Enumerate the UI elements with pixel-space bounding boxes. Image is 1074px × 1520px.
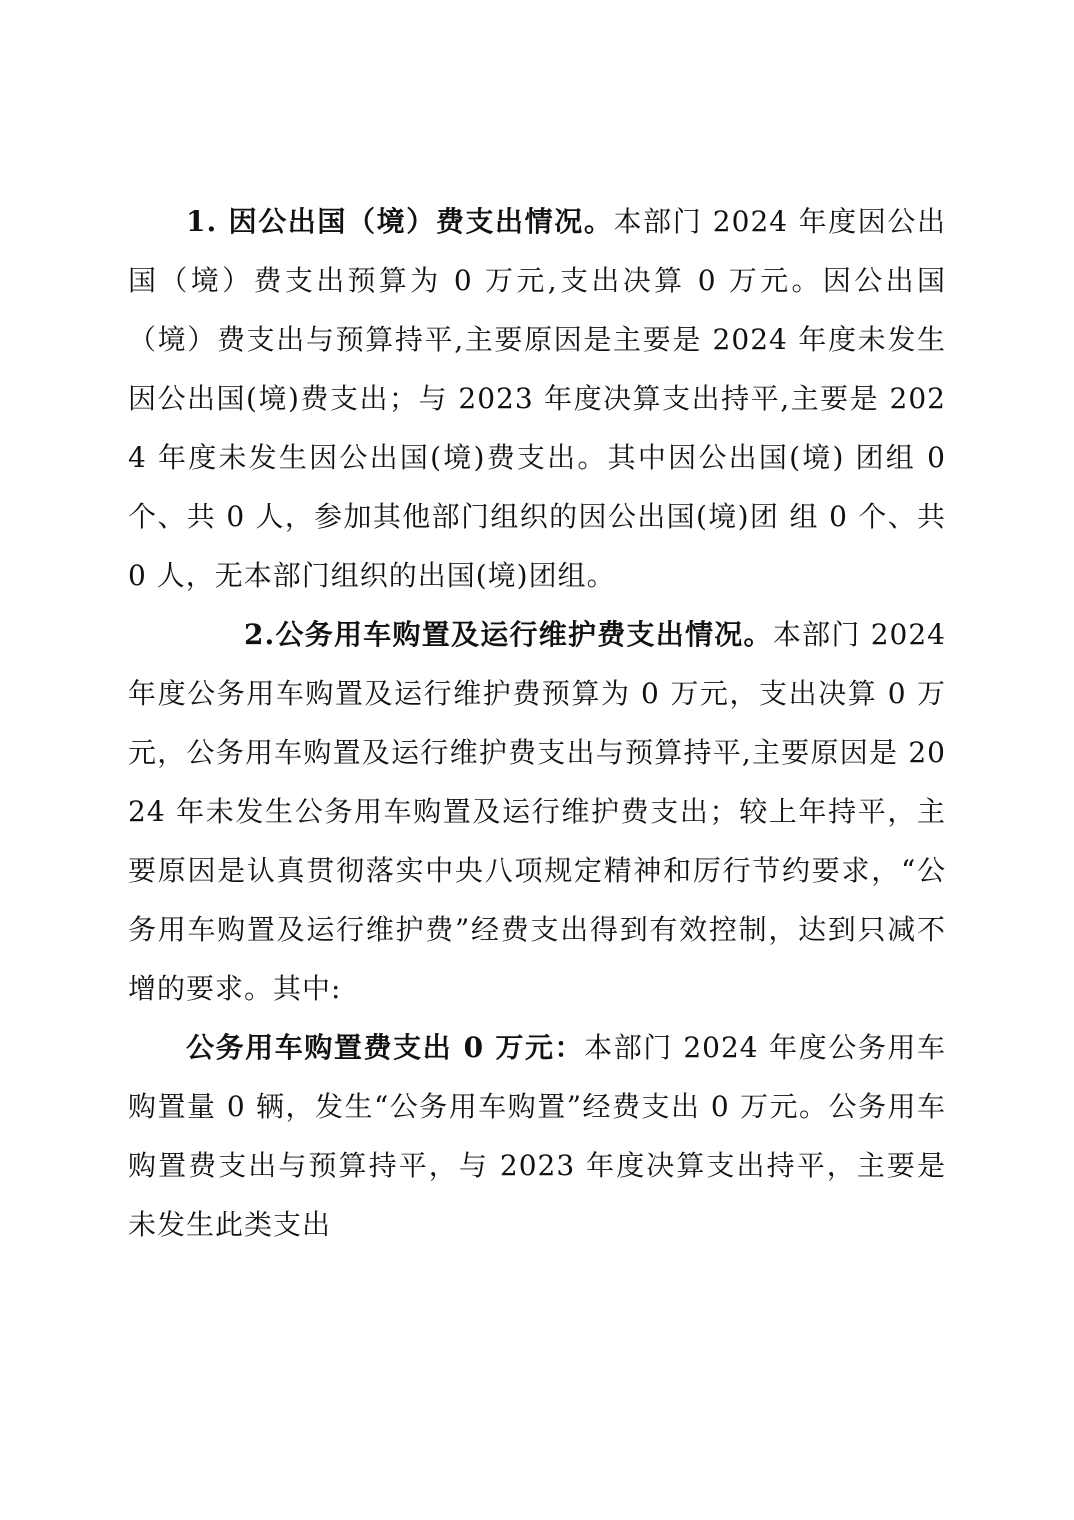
paragraph-heading: 1. 因公出国（境）费支出情况。 <box>186 205 614 238</box>
paragraph-vehicle-purchase <box>128 1018 946 1254</box>
paragraph-heading: 公务用车购置费支出 0 万元： <box>186 1031 585 1064</box>
paragraph-heading: 2.公务用车购置及运行维护费支出情况。 <box>244 618 773 651</box>
paragraph-text: 本部门 2024 年度公务用车购置及运行维护费预算为 0 万元，支出决算 0 万元，公务用车购置及运行维护费支出与预算持平,主要原因是 2024 年未发生公务用车购置及运行维护费支出；较上年持平，主要原因是认真贯彻落实中央八项规定精神和厉行节约要求，“公务用车购置及运行维护费”经费支出得到有效控制，达到只减不增的要求。其中: <box>128 618 946 1005</box>
document-body <box>128 192 946 1254</box>
paragraph-official-vehicles <box>128 605 946 1018</box>
paragraph-text: 本部门 2024 年度因公出国（境）费支出预算为 0 万元,支出决算 0 万元。因公出国（境）费支出与预算持平,主要原因是主要是 2024 年度未发生因公出国(境)费支出；与 2023 年度决算支出持平,主要是 2024 年度未发生因公出国(境)费支出。其中因公出国(境) 团组 0 个、共 0 人，参加其他部门组织的因公出国(境)团 组 0 个、共 0 人，无本部门组织的出国(境)团组。 <box>128 205 947 592</box>
paragraph-text: 本部门 2024 年度公务用车购置量 0 辆，发生“公务用车购置”经费支出 0 万元。公务用车购置费支出与预算持平，与 2023 年度决算支出持平，主要是未发生此类支出 <box>128 1031 946 1241</box>
paragraph-overseas-travel <box>128 192 946 605</box>
